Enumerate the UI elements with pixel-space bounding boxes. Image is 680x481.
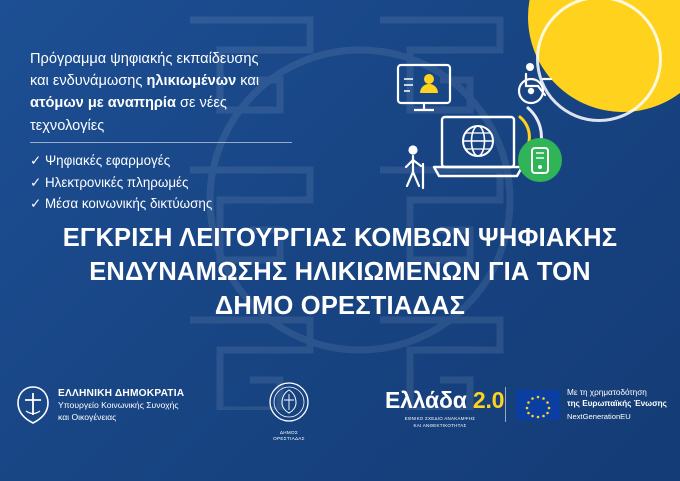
ellada-version: 2.0 bbox=[472, 387, 505, 413]
feature-list bbox=[30, 150, 340, 215]
greek-emblem-icon bbox=[16, 385, 50, 425]
ellada-sub-line-1: ΕΘΝΙΚΟ ΣΧΕΔΙΟ ΑΝΑΚΑΜΨΗΣ bbox=[404, 416, 476, 421]
check-icon: ✓ bbox=[30, 153, 42, 168]
list-item bbox=[30, 150, 340, 172]
logo-ellada-2-0 bbox=[385, 387, 505, 429]
municipality-line-1: ΔΗΜΟΣ bbox=[279, 430, 299, 435]
logo-municipality bbox=[252, 381, 326, 442]
intro-paragraph bbox=[30, 48, 340, 137]
intro-line-1: Πρόγραμμα ψηφιακής εκπαίδευσης bbox=[30, 51, 259, 67]
gov-ministry-line-2: και Οικογένειας bbox=[58, 411, 117, 422]
list-item-label: Μέσα κοινωνικής δικτύωσης bbox=[45, 196, 213, 212]
municipality-seal-icon bbox=[268, 381, 310, 423]
wheelchair-icon bbox=[519, 63, 551, 103]
eu-funding-line-2: της Ευρωπαϊκής Ένωσης bbox=[567, 399, 667, 409]
intro-line-2: και ενδυνάμωσης ηλικιωμένων και bbox=[30, 73, 260, 90]
ellada-wordmark bbox=[385, 387, 505, 414]
intro-highlight-elderly: ηλικιωμένων bbox=[146, 73, 237, 90]
eu-flag-icon bbox=[516, 390, 560, 420]
check-icon: ✓ bbox=[30, 196, 42, 212]
smartphone-icon bbox=[518, 138, 562, 182]
list-item bbox=[30, 172, 340, 194]
title-line-1: ΕΓΚΡΙΣΗ ΛΕΙΤΟΥΡΓΙΑΣ ΚΟΜΒΩΝ ΨΗΦΙΑΚΗΣ bbox=[62, 224, 618, 252]
footer-logos bbox=[0, 381, 680, 451]
gov-title: ΕΛΛΗΝΙΚΗ ΔΗΜΟΚΡΑΤΙΑ bbox=[58, 387, 185, 399]
ellada-sub-line-2: ΚΑΙ ΑΝΘΕΚΤΙΚΟΤΗΤΑΣ bbox=[413, 422, 467, 428]
logo-eu-funding bbox=[505, 387, 667, 422]
ellada-name: Ελλάδα bbox=[385, 387, 467, 413]
check-icon: ✓ bbox=[30, 174, 42, 190]
intro-highlight-disability: ατόμων με αναπηρία bbox=[30, 95, 176, 112]
municipality-line-2: ΟΡΕΣΤΙΑΔΑΣ bbox=[273, 436, 305, 442]
monitor-person-icon bbox=[398, 65, 450, 110]
intro-line-4: τεχνολογίες bbox=[30, 117, 105, 134]
page-title bbox=[0, 222, 680, 324]
divider-line bbox=[30, 142, 292, 143]
eu-nextgeneration-label: NextGenerationEU bbox=[567, 411, 631, 421]
list-item-label: Ψηφιακές εφαρμογές bbox=[45, 153, 171, 168]
intro-line-3: ατόμων με αναπηρία σε νέες bbox=[30, 95, 227, 112]
laptop-icon bbox=[434, 117, 522, 176]
logo-hellenic-republic bbox=[16, 385, 184, 425]
gov-ministry-line-1: Υπουργείο Κοινωνικής Συνοχής bbox=[58, 400, 179, 411]
title-line-3: ΔΗΜΟ ΟΡΕΣΤΙΑΔΑΣ bbox=[214, 291, 466, 320]
list-item bbox=[30, 193, 340, 215]
elderly-person-cane-icon bbox=[406, 145, 423, 188]
title-line-2: ΕΝΔΥΝΑΜΩΣΗΣ ΗΛΙΚΙΩΜΕΝΩΝ ΓΙΑ ΤΟΝ bbox=[89, 257, 591, 286]
list-item-label: Ηλεκτρονικές πληρωμές bbox=[45, 174, 189, 190]
eu-funding-line-1: Με τη χρηματοδότηση bbox=[567, 388, 647, 397]
illustration-group bbox=[380, 55, 610, 220]
